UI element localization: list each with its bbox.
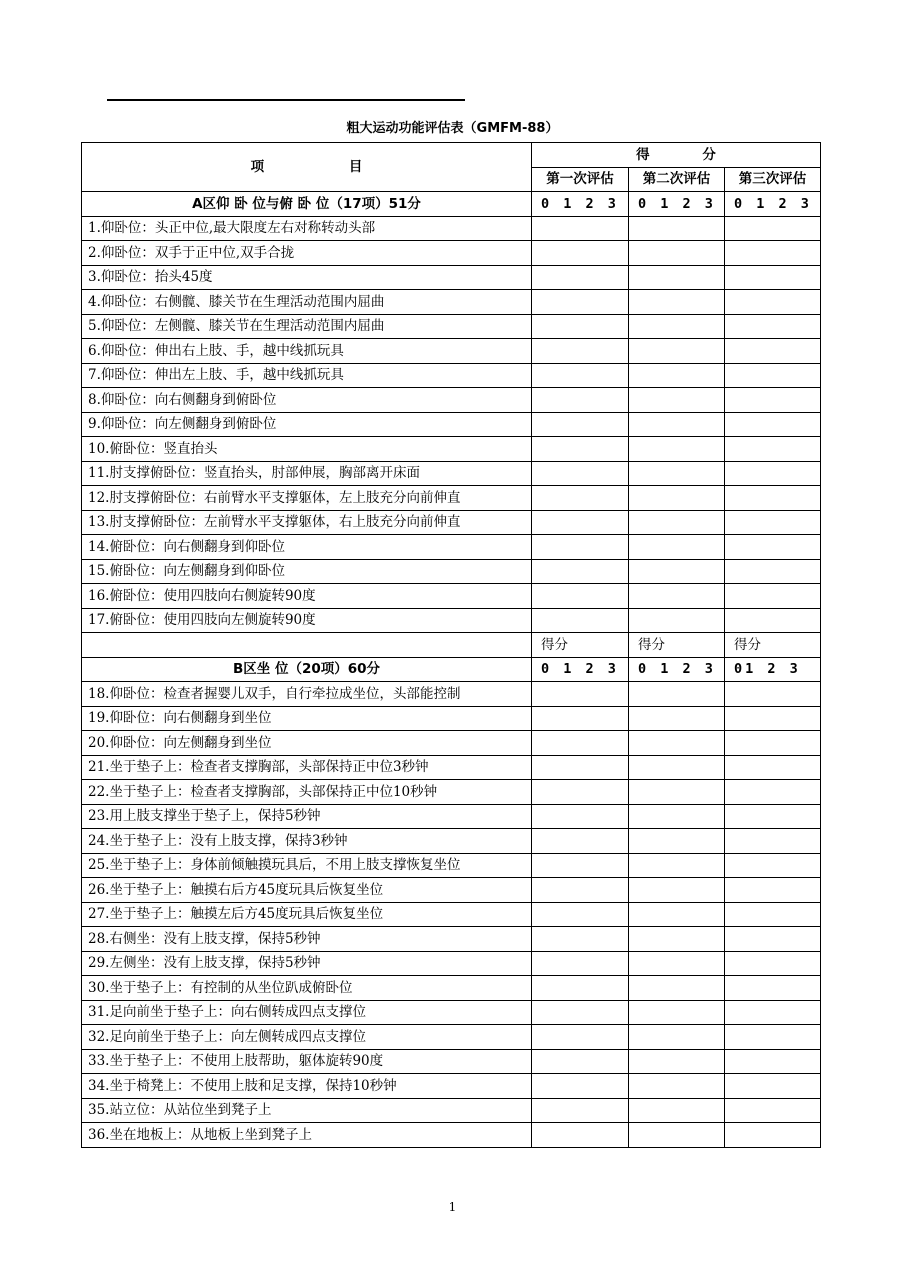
item-text: 11.肘支撑俯卧位：竖直抬头，肘部伸展，胸部离开床面 bbox=[82, 461, 532, 486]
score-scale: 0 1 2 3 bbox=[725, 192, 821, 217]
score-cell-3[interactable] bbox=[725, 878, 821, 903]
section-heading-row bbox=[82, 192, 821, 217]
score-cell-1[interactable] bbox=[532, 731, 629, 756]
score-cell-3[interactable] bbox=[725, 461, 821, 486]
score-cell-2[interactable] bbox=[629, 241, 725, 266]
score-cell-2[interactable] bbox=[629, 1074, 725, 1099]
score-cell-3[interactable] bbox=[725, 314, 821, 339]
score-cell-2[interactable] bbox=[629, 1025, 725, 1050]
item-text: 31.足向前坐于垫子上：向右侧转成四点支撑位 bbox=[82, 1000, 532, 1025]
table-row bbox=[82, 559, 821, 584]
item-text: 2.仰卧位：双手于正中位,双手合拢 bbox=[82, 241, 532, 266]
score-cell-2[interactable] bbox=[629, 314, 725, 339]
score-cell-1[interactable] bbox=[532, 1049, 629, 1074]
score-cell-1[interactable] bbox=[532, 976, 629, 1001]
score-cell-1[interactable] bbox=[532, 363, 629, 388]
score-cell-2[interactable] bbox=[629, 486, 725, 511]
score-cell-1[interactable] bbox=[532, 535, 629, 560]
score-cell-1[interactable] bbox=[532, 780, 629, 805]
table-row bbox=[82, 290, 821, 315]
score-cell-1[interactable] bbox=[532, 461, 629, 486]
score-cell-3[interactable] bbox=[725, 608, 821, 633]
score-cell-2[interactable] bbox=[629, 608, 725, 633]
item-text: 4.仰卧位：右侧髋、膝关节在生理活动范围内屈曲 bbox=[82, 290, 532, 315]
score-cell-2[interactable] bbox=[629, 804, 725, 829]
score-cell-1[interactable] bbox=[532, 1025, 629, 1050]
score-cell-3[interactable] bbox=[725, 682, 821, 707]
table-row bbox=[82, 339, 821, 364]
table-row bbox=[82, 1123, 821, 1148]
section-heading-row bbox=[82, 657, 821, 682]
score-cell-1[interactable] bbox=[532, 853, 629, 878]
table-row bbox=[82, 1098, 821, 1123]
score-cell-2[interactable] bbox=[629, 976, 725, 1001]
score-cell-3[interactable] bbox=[725, 1123, 821, 1148]
score-scale: 0 1 2 3 bbox=[629, 657, 725, 682]
item-text: 23.用上肢支撑坐于垫子上，保持5秒钟 bbox=[82, 804, 532, 829]
page-title: 粗大运动功能评估表（GMFM-88） bbox=[346, 121, 559, 136]
section-heading: A区仰 卧 位与俯 卧 位（17项）51分 bbox=[82, 192, 532, 217]
score-cell-3[interactable] bbox=[725, 976, 821, 1001]
score-cell-3[interactable] bbox=[725, 339, 821, 364]
table-row bbox=[82, 804, 821, 829]
score-cell-3[interactable] bbox=[725, 951, 821, 976]
table-row bbox=[82, 927, 821, 952]
table-row bbox=[82, 461, 821, 486]
table-row bbox=[82, 1025, 821, 1050]
score-cell-1[interactable] bbox=[532, 927, 629, 952]
score-cell-2[interactable] bbox=[629, 437, 725, 462]
score-cell-2[interactable] bbox=[629, 363, 725, 388]
score-cell-2[interactable] bbox=[629, 290, 725, 315]
table-row bbox=[82, 682, 821, 707]
item-text: 27.坐于垫子上：触摸左后方45度玩具后恢复坐位 bbox=[82, 902, 532, 927]
item-text: 18.仰卧位：检查者握婴儿双手，自行牵拉成坐位，头部能控制 bbox=[82, 682, 532, 707]
section-heading: B区坐 位（20项）60分 bbox=[82, 657, 532, 682]
item-text: 34.坐于椅凳上：不使用上肢和足支撑，保持10秒钟 bbox=[82, 1074, 532, 1099]
table-row bbox=[82, 1049, 821, 1074]
item-text: 3.仰卧位：抬头45度 bbox=[82, 265, 532, 290]
table-row bbox=[82, 731, 821, 756]
score-cell-1[interactable] bbox=[532, 682, 629, 707]
score-label-row bbox=[82, 633, 821, 658]
score-cell-3[interactable] bbox=[725, 290, 821, 315]
item-text: 26.坐于垫子上：触摸右后方45度玩具后恢复坐位 bbox=[82, 878, 532, 903]
score-cell-2[interactable] bbox=[629, 1123, 725, 1148]
score-cell-2[interactable] bbox=[629, 927, 725, 952]
score-scale: 01 2 3 bbox=[725, 657, 821, 682]
score-cell-1[interactable] bbox=[532, 437, 629, 462]
score-cell-3[interactable] bbox=[725, 1074, 821, 1099]
score-cell-2[interactable] bbox=[629, 265, 725, 290]
score-cell-2[interactable] bbox=[629, 755, 725, 780]
item-text: 24.坐于垫子上：没有上肢支撑，保持3秒钟 bbox=[82, 829, 532, 854]
score-cell-1[interactable] bbox=[532, 216, 629, 241]
score-cell-3[interactable] bbox=[725, 902, 821, 927]
table-row bbox=[82, 510, 821, 535]
score-cell-2[interactable] bbox=[629, 731, 725, 756]
table-row bbox=[82, 878, 821, 903]
score-cell-2[interactable] bbox=[629, 706, 725, 731]
eval-header-2: 第二次评估 bbox=[629, 167, 725, 192]
empty-cell bbox=[82, 633, 532, 658]
table-row bbox=[82, 437, 821, 462]
score-cell-2[interactable] bbox=[629, 461, 725, 486]
table-row bbox=[82, 216, 821, 241]
score-cell-1[interactable] bbox=[532, 608, 629, 633]
score-cell-1[interactable] bbox=[532, 829, 629, 854]
table-row bbox=[82, 853, 821, 878]
score-cell-2[interactable] bbox=[629, 535, 725, 560]
score-cell-1[interactable] bbox=[532, 241, 629, 266]
table-row bbox=[82, 241, 821, 266]
score-label: 得分 bbox=[725, 633, 821, 658]
item-text: 13.肘支撑俯卧位：左前臂水平支撑躯体，右上肢充分向前伸直 bbox=[82, 510, 532, 535]
eval-header-3: 第三次评估 bbox=[725, 167, 821, 192]
table-row bbox=[82, 1000, 821, 1025]
score-cell-2[interactable] bbox=[629, 780, 725, 805]
score-cell-2[interactable] bbox=[629, 878, 725, 903]
score-cell-2[interactable] bbox=[629, 584, 725, 609]
score-cell-2[interactable] bbox=[629, 1000, 725, 1025]
score-cell-3[interactable] bbox=[725, 1049, 821, 1074]
table-row bbox=[82, 780, 821, 805]
score-cell-1[interactable] bbox=[532, 1098, 629, 1123]
score-column-header: 得 分 bbox=[532, 143, 821, 168]
score-cell-3[interactable] bbox=[725, 731, 821, 756]
score-cell-1[interactable] bbox=[532, 486, 629, 511]
table-row bbox=[82, 265, 821, 290]
item-text: 28.右侧坐：没有上肢支撑，保持5秒钟 bbox=[82, 927, 532, 952]
score-cell-3[interactable] bbox=[725, 584, 821, 609]
score-cell-3[interactable] bbox=[725, 241, 821, 266]
item-text: 35.站立位：从站位坐到凳子上 bbox=[82, 1098, 532, 1123]
score-label: 得分 bbox=[532, 633, 629, 658]
score-cell-2[interactable] bbox=[629, 853, 725, 878]
item-text: 16.俯卧位：使用四肢向右侧旋转90度 bbox=[82, 584, 532, 609]
table-row bbox=[82, 755, 821, 780]
item-text: 36.坐在地板上：从地板上坐到凳子上 bbox=[82, 1123, 532, 1148]
score-cell-1[interactable] bbox=[532, 878, 629, 903]
table-row bbox=[82, 314, 821, 339]
score-cell-1[interactable] bbox=[532, 339, 629, 364]
score-cell-2[interactable] bbox=[629, 412, 725, 437]
score-cell-3[interactable] bbox=[725, 412, 821, 437]
score-cell-3[interactable] bbox=[725, 706, 821, 731]
score-cell-1[interactable] bbox=[532, 388, 629, 413]
score-cell-1[interactable] bbox=[532, 902, 629, 927]
score-cell-1[interactable] bbox=[532, 412, 629, 437]
score-cell-3[interactable] bbox=[725, 437, 821, 462]
score-cell-3[interactable] bbox=[725, 535, 821, 560]
item-text: 15.俯卧位：向左侧翻身到仰卧位 bbox=[82, 559, 532, 584]
item-text: 30.坐于垫子上：有控制的从坐位趴成俯卧位 bbox=[82, 976, 532, 1001]
table-row bbox=[82, 388, 821, 413]
eval-header-1: 第一次评估 bbox=[532, 167, 629, 192]
score-cell-3[interactable] bbox=[725, 829, 821, 854]
table-row bbox=[82, 976, 821, 1001]
score-cell-2[interactable] bbox=[629, 1098, 725, 1123]
table-row bbox=[82, 363, 821, 388]
score-cell-3[interactable] bbox=[725, 363, 821, 388]
score-cell-3[interactable] bbox=[725, 927, 821, 952]
score-cell-1[interactable] bbox=[532, 510, 629, 535]
score-cell-2[interactable] bbox=[629, 682, 725, 707]
item-text: 12.肘支撑俯卧位：右前臂水平支撑躯体，左上肢充分向前伸直 bbox=[82, 486, 532, 511]
score-cell-1[interactable] bbox=[532, 706, 629, 731]
item-text: 17.俯卧位：使用四肢向左侧旋转90度 bbox=[82, 608, 532, 633]
score-cell-3[interactable] bbox=[725, 1098, 821, 1123]
score-cell-1[interactable] bbox=[532, 1000, 629, 1025]
score-cell-2[interactable] bbox=[629, 339, 725, 364]
score-cell-2[interactable] bbox=[629, 951, 725, 976]
item-text: 14.俯卧位：向右侧翻身到仰卧位 bbox=[82, 535, 532, 560]
item-text: 32.足向前坐于垫子上：向左侧转成四点支撑位 bbox=[82, 1025, 532, 1050]
score-cell-2[interactable] bbox=[629, 510, 725, 535]
score-cell-2[interactable] bbox=[629, 216, 725, 241]
header-row bbox=[82, 143, 821, 168]
table-row bbox=[82, 412, 821, 437]
item-text: 29.左侧坐：没有上肢支撑，保持5秒钟 bbox=[82, 951, 532, 976]
score-cell-1[interactable] bbox=[532, 804, 629, 829]
item-text: 20.仰卧位：向左侧翻身到坐位 bbox=[82, 731, 532, 756]
assessment-table bbox=[81, 142, 821, 1148]
table-row bbox=[82, 706, 821, 731]
item-text: 25.坐于垫子上：身体前倾触摸玩具后，不用上肢支撑恢复坐位 bbox=[82, 853, 532, 878]
score-cell-3[interactable] bbox=[725, 853, 821, 878]
item-text: 21.坐于垫子上：检查者支撑胸部，头部保持正中位3秒钟 bbox=[82, 755, 532, 780]
score-cell-3[interactable] bbox=[725, 216, 821, 241]
item-text: 22.坐于垫子上：检查者支撑胸部，头部保持正中位10秒钟 bbox=[82, 780, 532, 805]
score-cell-3[interactable] bbox=[725, 559, 821, 584]
item-text: 9.仰卧位：向左侧翻身到俯卧位 bbox=[82, 412, 532, 437]
score-cell-1[interactable] bbox=[532, 290, 629, 315]
score-cell-2[interactable] bbox=[629, 1049, 725, 1074]
item-text: 5.仰卧位：左侧髋、膝关节在生理活动范围内屈曲 bbox=[82, 314, 532, 339]
score-cell-2[interactable] bbox=[629, 902, 725, 927]
score-cell-1[interactable] bbox=[532, 584, 629, 609]
table-row bbox=[82, 902, 821, 927]
table-row bbox=[82, 535, 821, 560]
item-text: 19.仰卧位：向右侧翻身到坐位 bbox=[82, 706, 532, 731]
table-row bbox=[82, 829, 821, 854]
score-cell-1[interactable] bbox=[532, 265, 629, 290]
score-cell-1[interactable] bbox=[532, 951, 629, 976]
score-cell-3[interactable] bbox=[725, 780, 821, 805]
table-row bbox=[82, 951, 821, 976]
score-cell-3[interactable] bbox=[725, 755, 821, 780]
score-cell-3[interactable] bbox=[725, 510, 821, 535]
score-cell-3[interactable] bbox=[725, 1000, 821, 1025]
score-scale: 0 1 2 3 bbox=[532, 192, 629, 217]
score-scale: 0 1 2 3 bbox=[532, 657, 629, 682]
score-scale: 0 1 2 3 bbox=[629, 192, 725, 217]
page-number: 1 bbox=[448, 1200, 457, 1214]
score-cell-1[interactable] bbox=[532, 1074, 629, 1099]
score-cell-1[interactable] bbox=[532, 559, 629, 584]
score-cell-3[interactable] bbox=[725, 265, 821, 290]
top-rule bbox=[107, 99, 465, 101]
score-cell-1[interactable] bbox=[532, 314, 629, 339]
item-text: 7.仰卧位：伸出左上肢、手，越中线抓玩具 bbox=[82, 363, 532, 388]
item-text: 6.仰卧位：伸出右上肢、手，越中线抓玩具 bbox=[82, 339, 532, 364]
score-cell-2[interactable] bbox=[629, 559, 725, 584]
score-cell-3[interactable] bbox=[725, 388, 821, 413]
table-row bbox=[82, 486, 821, 511]
score-cell-1[interactable] bbox=[532, 755, 629, 780]
table-row bbox=[82, 1074, 821, 1099]
item-text: 10.俯卧位：竖直抬头 bbox=[82, 437, 532, 462]
item-text: 8.仰卧位：向右侧翻身到俯卧位 bbox=[82, 388, 532, 413]
score-cell-2[interactable] bbox=[629, 388, 725, 413]
score-cell-3[interactable] bbox=[725, 486, 821, 511]
item-column-header: 项 目 bbox=[82, 143, 532, 192]
item-text: 1.仰卧位：头正中位,最大限度左右对称转动头部 bbox=[82, 216, 532, 241]
table-row bbox=[82, 584, 821, 609]
table-row bbox=[82, 608, 821, 633]
score-label: 得分 bbox=[629, 633, 725, 658]
score-cell-3[interactable] bbox=[725, 1025, 821, 1050]
score-cell-2[interactable] bbox=[629, 829, 725, 854]
score-cell-3[interactable] bbox=[725, 804, 821, 829]
item-text: 33.坐于垫子上：不使用上肢帮助，躯体旋转90度 bbox=[82, 1049, 532, 1074]
score-cell-1[interactable] bbox=[532, 1123, 629, 1148]
